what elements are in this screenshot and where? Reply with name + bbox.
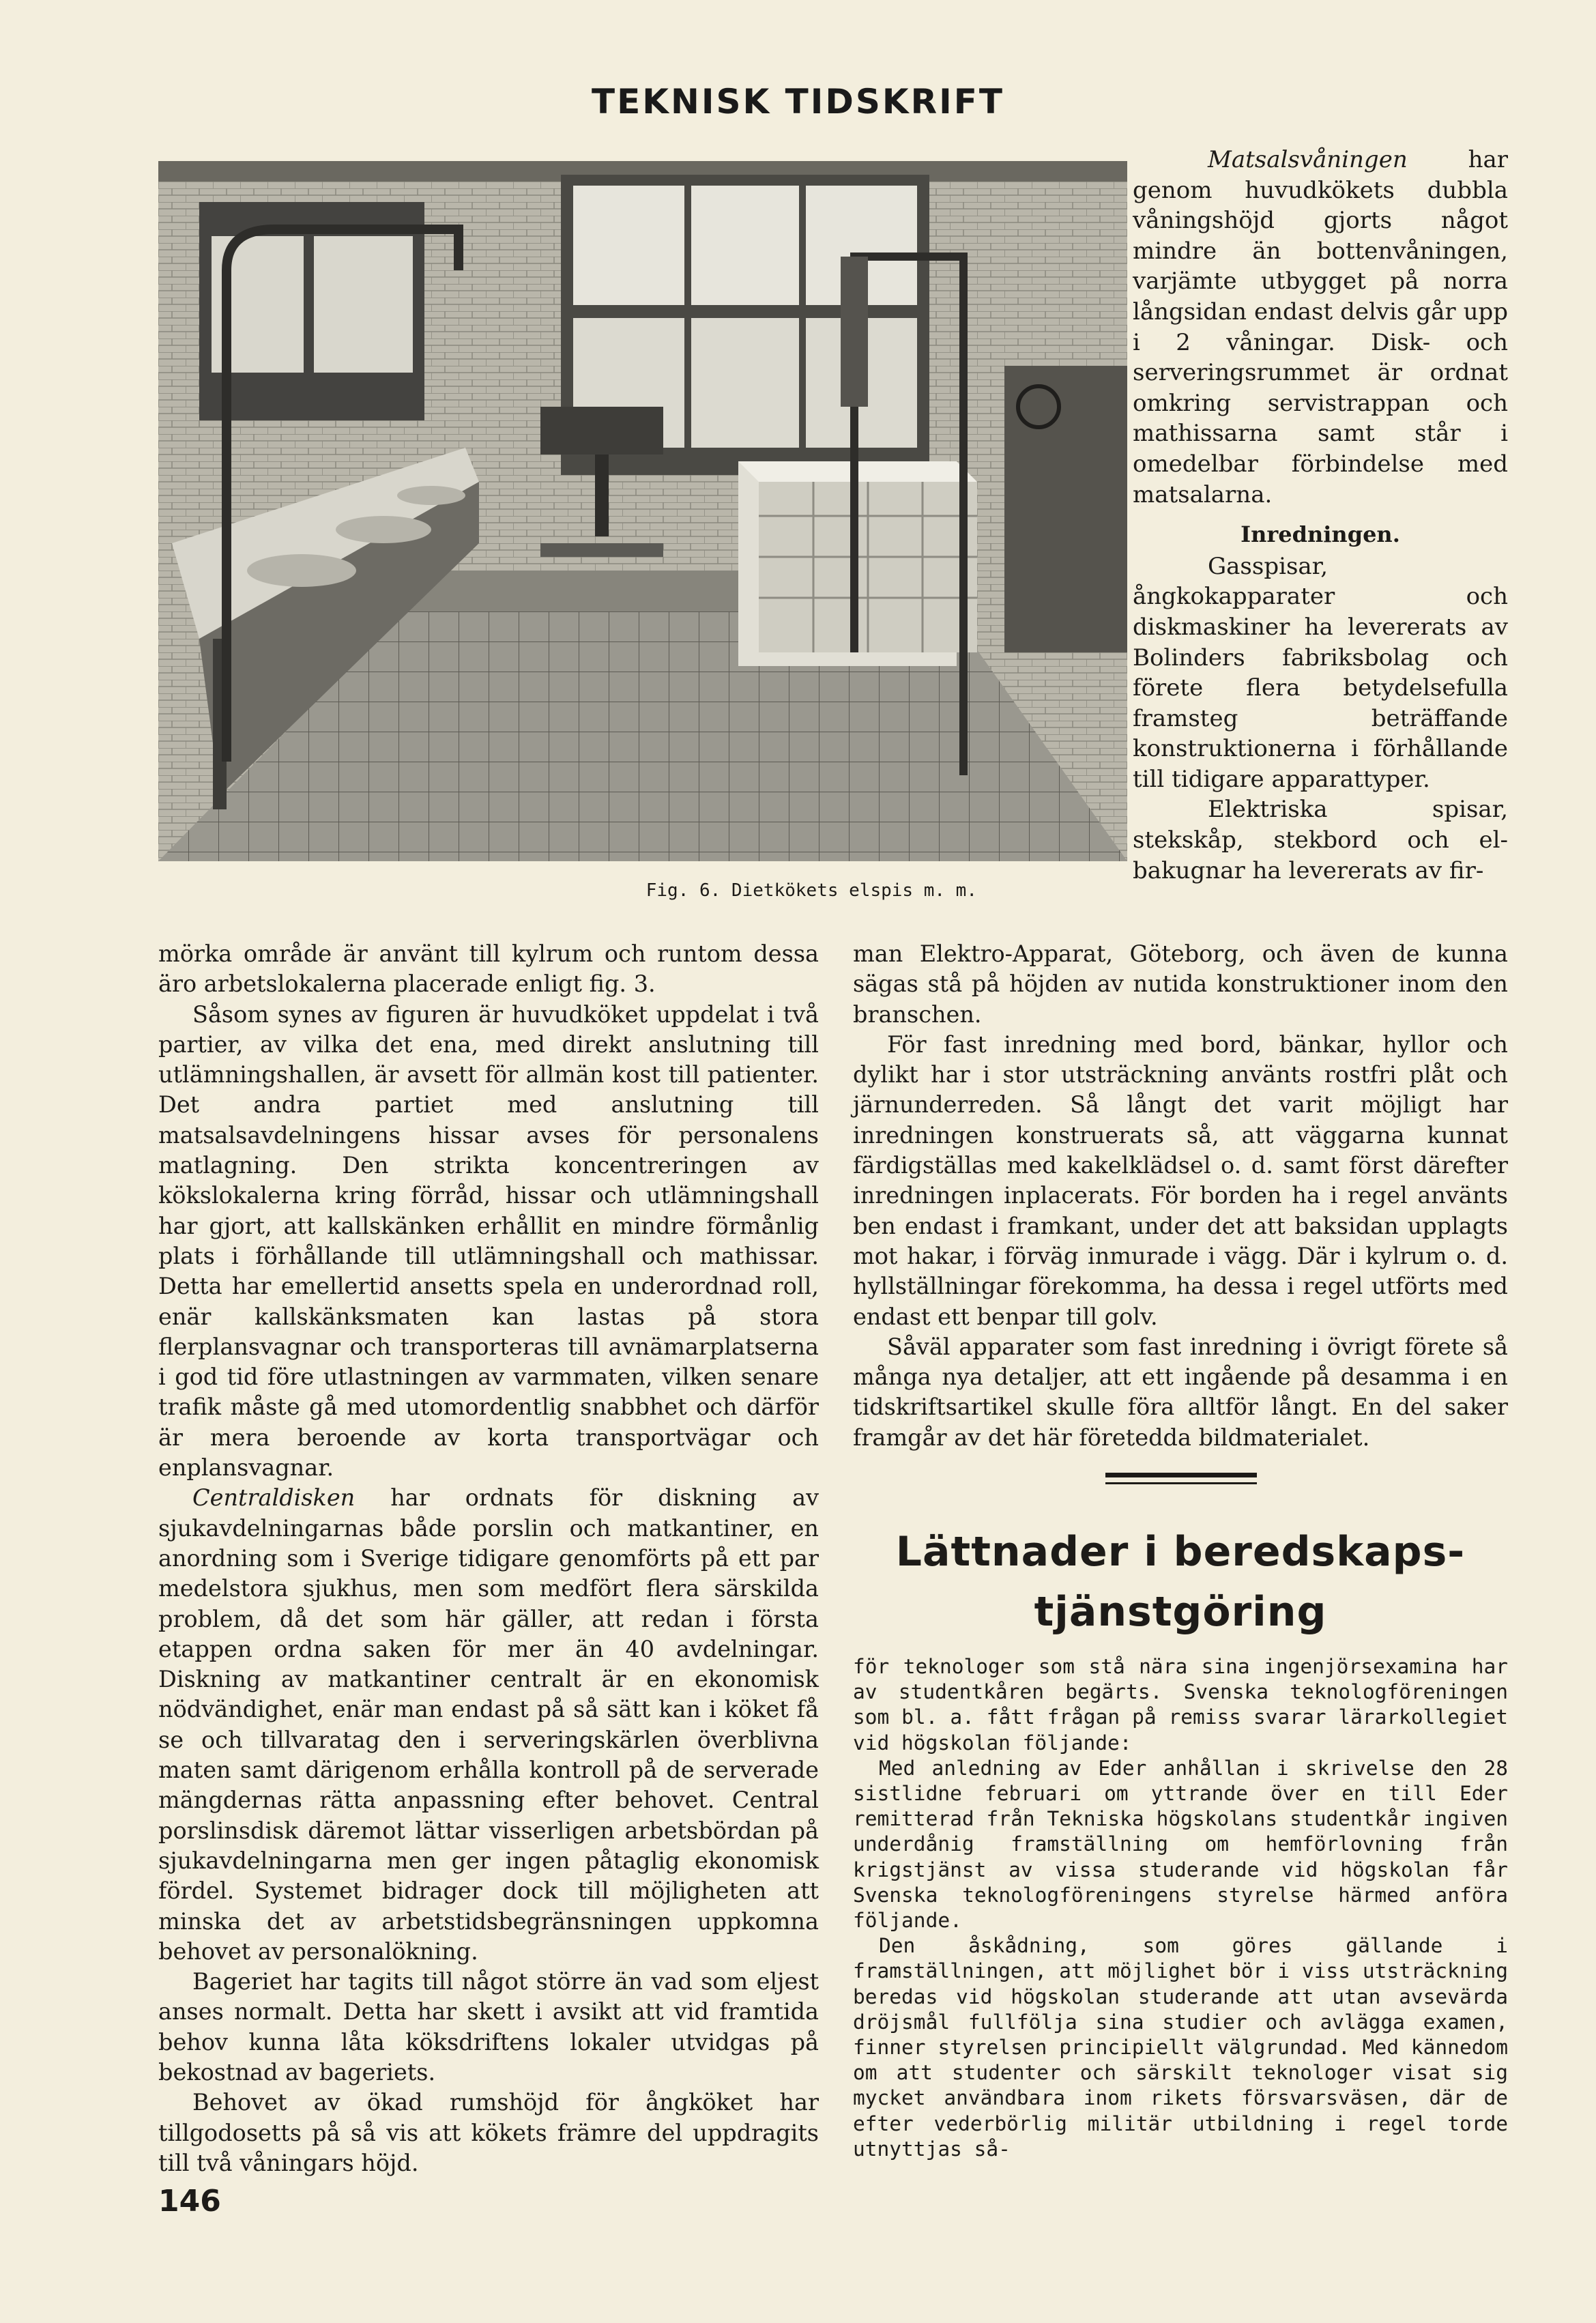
article-title-line-2: tjänstgöring xyxy=(1034,1588,1327,1636)
section-divider-thin xyxy=(1105,1482,1257,1484)
side-paragraph-2: Gasspisar, ångkokapparater och diskmaskiner ha levererats av Bolinders fabriksbolag och förete flera betydelsefulla framsteg beträffande konstruktionerna i förhållande till tidigare apparattyper. xyxy=(1133,552,1508,793)
journal-title: TEKNISK TIDSKRIFT xyxy=(592,82,1004,121)
article-paragraph-1: för teknologer som stå nära sina ingenjörsexamina har av studentkåren begärts. Svenska teknologföreningen som bl. a. fått frågan på remiss svarar lärarkollegiet vid högskolan följande: xyxy=(853,1655,1508,1755)
side-column xyxy=(1133,145,1508,886)
right-paragraph-3: Såväl apparater som fast inredning i övrigt förete så många nya detaljer, att ett ingående på desamma i en tidskriftsartikel skulle föra alltför långt. En del saker framgår av det här företedda bildmaterialet. xyxy=(853,1333,1508,1451)
left-paragraph-5: Behovet av ökad rumshöjd för ångköket har tillgodosetts på så vis att kökets främre del uppdragits till två våningars höjd. xyxy=(158,2089,819,2176)
figure-caption: Fig. 6. Dietkökets elspis m. m. xyxy=(645,880,977,901)
left-paragraph-1: mörka område är använt till kylrum och runtom dessa äro arbetslokalerna placerade enligt fig. 3. xyxy=(158,940,819,998)
left-paragraph-4: Bageriet har tagits till något större än vad som eljest anses normalt. Detta har skett i avsikt att vid framtida behov kunna låta köksdriftens lokaler utvidgas på bekostnad av bageriets. xyxy=(158,1968,819,2086)
left-paragraph-3 xyxy=(158,1483,819,1967)
page-number: 146 xyxy=(158,2184,221,2219)
article-title-line-1: Lättnader i beredskaps- xyxy=(895,1528,1466,1576)
side-paragraph-3: Elektriska spisar, stekskåp, stekbord och el-bakugnar ha levererats av fir- xyxy=(1133,796,1508,884)
right-paragraph-2: För fast inredning med bord, bänkar, hyllor och dylikt har i stor utsträckning använts rostfri plåt och järnunderreden. Så långt det varit möjligt har inredningen konstruerats så, att väggarna kunnat färdigställas med kakelklädsel o. d. samt först därefter inredningen inplacerats. För borden ha i regel använts ben endast i framkant, under det att baksidan upplagts mot hakar, i förväg inmurade i vägg. Där i kylrum o. d. hyllställningar förekomma, ha dessa i regel utförts med endast ett benpar till golv. xyxy=(853,1030,1508,1330)
kitchen-photo xyxy=(158,161,1127,861)
left-paragraph-3-text: har ordnats för diskning av sjukavdelningarnas både porslin och matkantiner, en anordning som i Sverige tidigare genomförts på ett par medelstora sjukhus, men som medfört flera särskilda problem, då det som här gäller, att redan i första etappen ordna saken för mer än 40 avdelningar. Diskning av matkantiner centralt är en ekonomisk nödvändighet, enär man endast på så sätt kan i köket få se och tillvaratag den i serveringskärlen överblivna maten samt därigenom erhålla kontroll på de serverade mängdernas rätta anpassning efter behovet. Central porslinsdisk däremot lättar visserligen arbetsbördan på sjukavdelningarna men ger ingen påtaglig ekonomisk fördel. Systemet bidrager dock till möjligheten att minska det av arbetstidsbegränsningen uppkomna behovet av personalökning. xyxy=(158,1484,819,1965)
section-heading: Inredningen. xyxy=(1240,521,1400,548)
left-column xyxy=(158,939,819,2178)
article-body xyxy=(853,1654,1508,2162)
side-paragraph-1 xyxy=(1133,145,1508,510)
right-column xyxy=(853,939,1508,1453)
section-divider-thick xyxy=(1105,1473,1257,1477)
left-lead-term: Centraldisken xyxy=(192,1484,356,1512)
kitchen-photo-drawing xyxy=(158,161,1127,861)
side-lead-term: Matsalsvåningen xyxy=(1208,146,1408,173)
article-paragraph-3: Den åskådning, som göres gällande i framställningen, att möjlighet bör i viss utsträckning beredas vid högskolan studerande att utan avsevärda dröjsmål fullfölja sina studier och avlägga examen, finner styrelsen principiellt välgrundad. Med kännedom om att studenter och särskilt teknologer visat sig mycket användbara inom rikets försvarsväsen, där de efter vederbörlig militär utbildning i regel torde utnyttjas så- xyxy=(853,1934,1508,2161)
article-title xyxy=(853,1522,1508,1642)
right-paragraph-1: man Elektro-Apparat, Göteborg, och även de kunna sägas stå på höjden av nutida konstruktioner inom den branschen. xyxy=(853,940,1508,1028)
side-paragraph-1-text: har genom huvudkökets dubbla våningshöjd gjorts något mindre än bottenvåningen, varjämte utbygget på norra långsidan endast delvis går upp i 2 våningar. Disk- och serveringsrummet är ordnat omkring servistrappan och mathissarna samt står i omedelbar förbindelse med matsalarna. xyxy=(1133,146,1508,508)
article-paragraph-2: Med anledning av Eder anhållan i skrivelse den 28 sistlidne februari om yttrande över en till Eder remitterad från Tekniska högskolans studentkår ingiven underdånig framställning om hemförlovning från krigstjänst av vissa studerande vid högskolan får Svenska teknologföreningens styrelse härmed anföra följande. xyxy=(853,1756,1508,1933)
left-paragraph-2: Såsom synes av figuren är huvudköket uppdelat i två partier, av vilka det ena, med direkt anslutning till utlämningshallen, är avsett för allmän kost till patienter. Det andra partiet med anslutning till matsalsavdelningens hissar avses för personalens matlagning. Den strikta koncentreringen av kökslokalerna kring förråd, hissar och utlämningshall har gjort, att kallskänken erhållit en mindre förmånlig plats i förhållande till utlämningshall och mathissar. Detta har emellertid ansetts spela en underordnad roll, enär kallskänksmaten kan lastas på stora flerplansvagnar och transporteras till avnämarplatserna i god tid före utlastningen av varmmaten, vilken senare trafik måste gå med utomordentlig snabbhet och därför är mera beroende av korta transportvägar och enplansvagnar. xyxy=(158,1000,819,1482)
